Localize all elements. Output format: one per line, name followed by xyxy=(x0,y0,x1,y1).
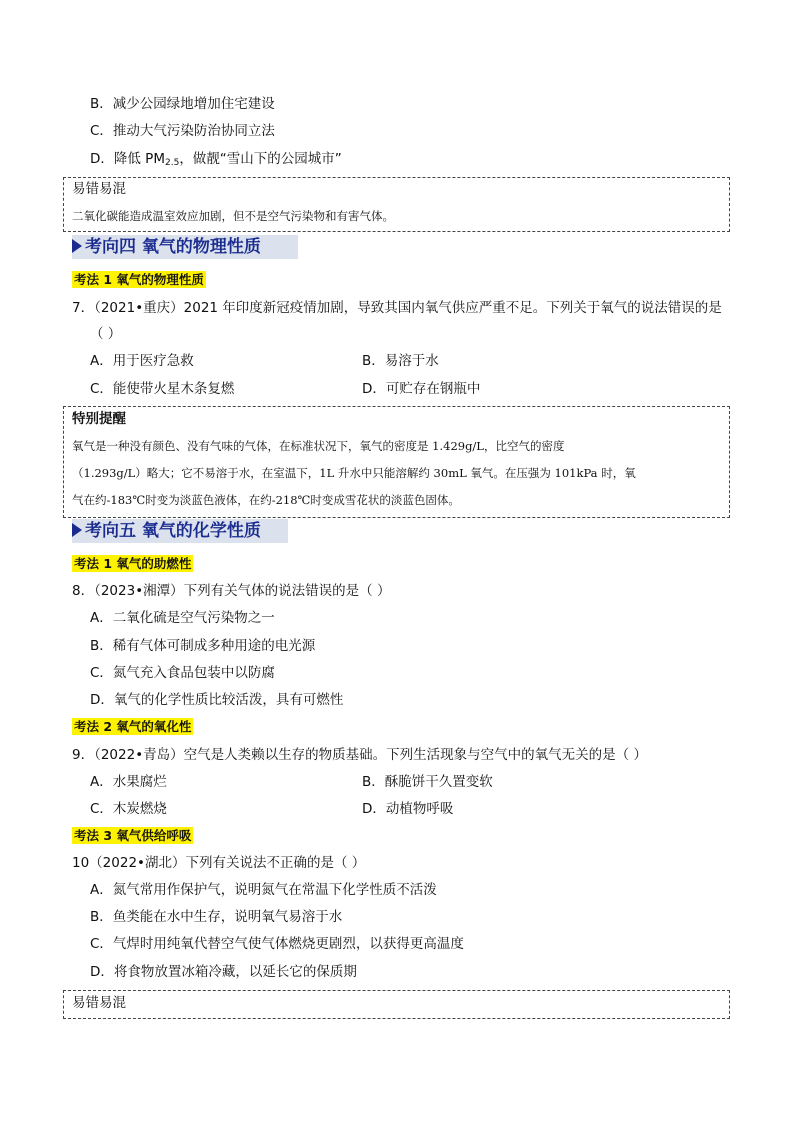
method-tag-5-2: 考法 2 氧气的氧化性 xyxy=(74,719,192,734)
section-header-4 xyxy=(72,235,261,259)
q10-option-b: B．鱼类能在水中生存，说明氧气易溶于水 xyxy=(90,909,343,925)
q9-option-c: C．木炭燃烧 xyxy=(90,801,167,817)
q7-option-d: D．可贮存在钢瓶中 xyxy=(362,381,481,397)
note-box-title: 易错易混 xyxy=(72,995,126,1011)
section-header-5 xyxy=(72,519,261,543)
note-box-special-reminder xyxy=(63,406,730,518)
triangle-icon xyxy=(72,239,82,253)
method-tag-5-1: 考法 1 氧气的助燃性 xyxy=(74,556,192,571)
q7-option-a: A．用于医疗急救 xyxy=(90,353,194,369)
method-tag-4-1: 考法 1 氧气的物理性质 xyxy=(74,272,204,287)
method-tag-5-3: 考法 3 氧气供给呼吸 xyxy=(74,828,192,843)
q9-option-a: A．水果腐烂 xyxy=(90,774,167,790)
q10-option-d: D．将食物放置冰箱冷藏，以延长它的保质期 xyxy=(90,964,357,980)
q9-stem: 9．（2022•青岛）空气是人类赖以生存的物质基础。下列生活现象与空气中的氧气无关的是（ ） xyxy=(72,747,647,763)
q8-option-b: B．稀有气体可制成多种用途的电光源 xyxy=(90,638,316,654)
q6-option-d-sub: 2.5 xyxy=(164,158,180,168)
note-box-text: 二氧化碳能造成温室效应加剧，但不是空气污染物和有害气体。 xyxy=(72,209,394,223)
note-box-error-prone-2 xyxy=(63,990,730,1019)
q10-option-a: A．氮气常用作保护气，说明氮气在常温下化学性质不活泼 xyxy=(90,882,437,898)
q10-option-c: C．气焊时用纯氧代替空气使气体燃烧更剧烈，以获得更高温度 xyxy=(90,936,464,952)
q8-option-c: C．氮气充入食品包装中以防腐 xyxy=(90,665,275,681)
note-box-line-2: （1.293g/L）略大；它不易溶于水，在室温下，1L 升水中只能溶解约 30mL 氧气。在压强为 101kPa 时，氧 xyxy=(72,466,636,480)
section-title: 考向五 氧气的化学性质 xyxy=(85,521,261,541)
note-box-line-1: 氧气是一种没有颜色、没有气味的气体，在标准状况下，氧气的密度是 1.429g/L，比空气的密度 xyxy=(72,439,565,453)
q10-stem: 10（2022•湖北）下列有关说法不正确的是（ ） xyxy=(72,855,366,871)
q6-option-d-suffix: ，做靓“雪山下的公园城市” xyxy=(179,151,342,167)
q6-option-b: B．减少公园绿地增加住宅建设 xyxy=(90,96,275,112)
q6-option-d xyxy=(90,150,342,172)
triangle-icon xyxy=(72,523,82,537)
q7-option-c: C．能使带火星木条复燃 xyxy=(90,381,235,397)
q8-stem: 8．（2023•湘潭）下列有关气体的说法错误的是（ ） xyxy=(72,583,391,599)
q8-option-a: A．二氧化硫是空气污染物之一 xyxy=(90,610,275,626)
q6-option-d-prefix: D．降低 PM xyxy=(90,151,165,167)
q7-paren: （ ） xyxy=(90,326,122,342)
q9-option-b: B．酥脆饼干久置变软 xyxy=(362,774,493,790)
q8-option-d: D．氧气的化学性质比较活泼，具有可燃性 xyxy=(90,692,344,708)
note-box-title: 特别提醒 xyxy=(72,411,126,427)
q9-option-d: D．动植物呼吸 xyxy=(362,801,454,817)
section-title: 考向四 氧气的物理性质 xyxy=(85,237,261,257)
note-box-title: 易错易混 xyxy=(72,181,126,197)
q6-option-c: C．推动大气污染防治协同立法 xyxy=(90,123,275,139)
note-box-line-3: 气在约-183℃时变为淡蓝色液体，在约-218℃时变成雪花状的淡蓝色固体。 xyxy=(72,493,460,507)
note-box-error-prone-1 xyxy=(63,177,730,232)
q7-option-b: B．易溶于水 xyxy=(362,353,439,369)
q7-stem: 7．（2021•重庆）2021 年印度新冠疫情加剧，导致其国内氧气供应严重不足。下列关于氧气的说法错误的是 xyxy=(72,300,722,316)
